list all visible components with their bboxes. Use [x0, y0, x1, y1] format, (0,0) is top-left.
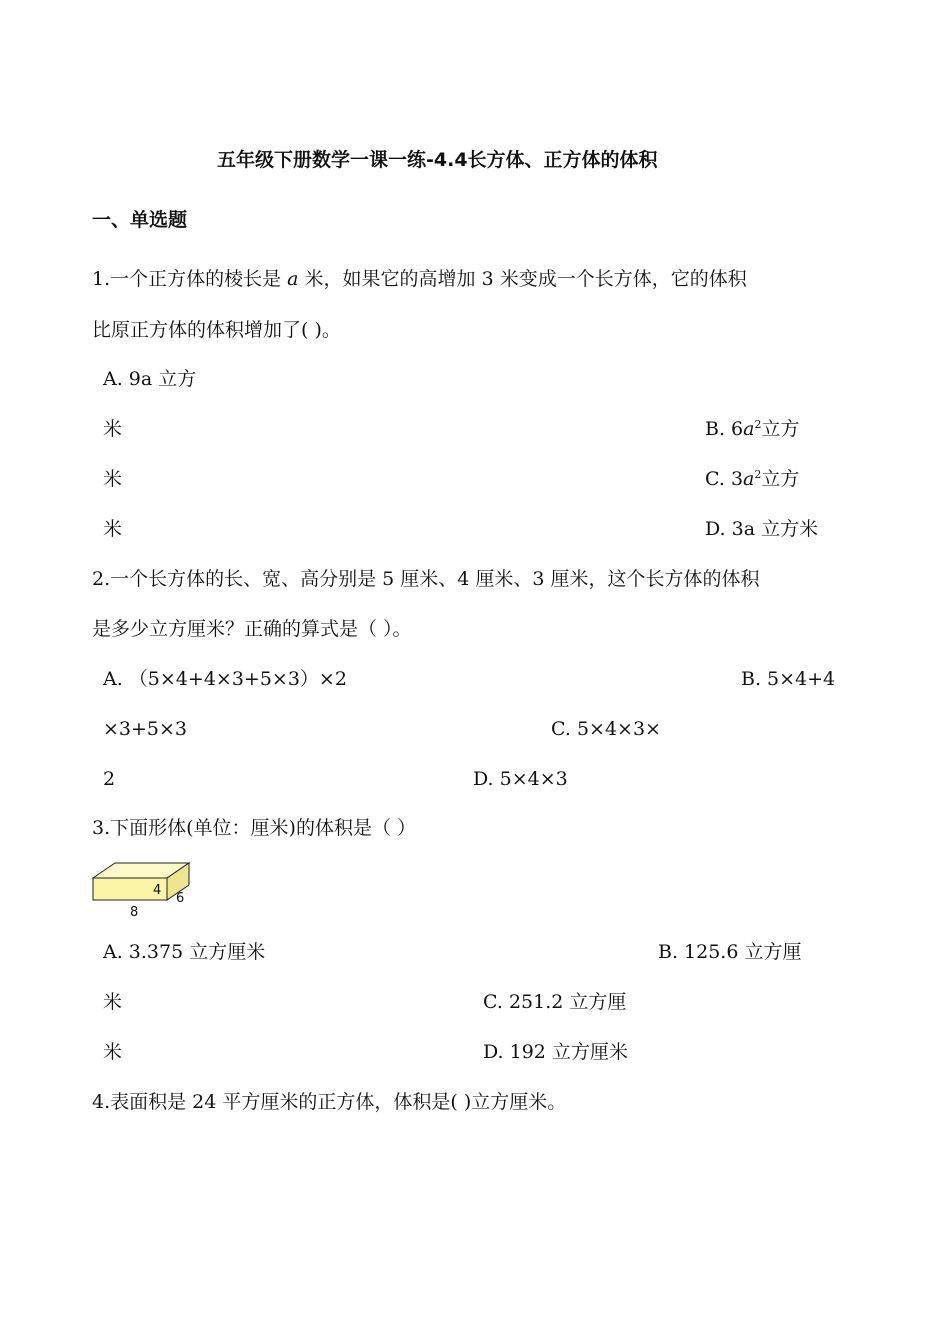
q1-option-c-wrap: 米: [103, 518, 123, 540]
page-title: 五年级下册数学一课一练-4.4长方体、正方体的体积: [217, 149, 658, 171]
q1-option-b-exp: 2: [754, 418, 762, 431]
cuboid-width-label: 6: [176, 891, 185, 906]
question-2-line-1: 2.一个长方体的长、宽、高分别是 5 厘米、4 厘米、3 厘米，这个长方体的体积: [92, 568, 760, 590]
question-3-line-1: 3.下面形体(单位：厘米)的体积是（ ）: [92, 817, 416, 839]
q3-option-c[interactable]: C. 251.2 立方厘: [483, 991, 627, 1013]
q2-option-b[interactable]: B. 5×4+4: [741, 668, 836, 690]
q1-variable-a: a: [287, 268, 299, 290]
q1-option-b-suffix: 立方: [761, 418, 800, 440]
q3-option-b[interactable]: B. 125.6 立方厘: [658, 941, 802, 963]
question-1-line-1: [92, 266, 747, 292]
cuboid-height-label: 4: [153, 883, 162, 898]
q1-text-pre: 1.一个正方体的棱长是: [92, 268, 288, 290]
q2-option-c[interactable]: C. 5×4×3×: [551, 718, 661, 740]
q2-option-c-wrap: 2: [103, 768, 116, 790]
q2-option-a[interactable]: A. （5×4+4×3+5×3）×2: [103, 668, 347, 690]
q3-option-d[interactable]: D. 192 立方厘米: [483, 1041, 628, 1063]
q1-option-a-wrap: 米: [103, 418, 123, 440]
q3-option-c-wrap: 米: [103, 1041, 123, 1063]
q1-option-c[interactable]: [705, 466, 799, 492]
q1-option-c-exp: 2: [754, 468, 762, 481]
q1-option-c-suffix: 立方: [761, 468, 800, 490]
q2-option-b-wrap: ×3+5×3: [103, 718, 188, 740]
q1-option-b[interactable]: [705, 416, 799, 442]
q1-text-post: 米，如果它的高增加 3 米变成一个长方体，它的体积: [298, 268, 747, 290]
question-2-line-2: 是多少立方厘米？正确的算式是（ ）。: [92, 618, 412, 640]
q3-option-a[interactable]: A. 3.375 立方厘米: [103, 941, 266, 963]
q1-option-b-prefix: B. 6: [705, 418, 744, 440]
q3-option-b-wrap: 米: [103, 991, 123, 1013]
q1-option-c-var: a: [743, 468, 755, 490]
q1-option-a[interactable]: A. 9a 立方: [103, 368, 197, 390]
q1-option-b-var: a: [743, 418, 755, 440]
cuboid-length-label: 8: [130, 905, 139, 920]
q2-option-d[interactable]: D. 5×4×3: [473, 768, 568, 790]
section-heading: 一、单选题: [92, 209, 188, 231]
question-1-line-2: 比原正方体的体积增加了( )。: [92, 319, 341, 341]
cuboid-figure: [90, 860, 195, 920]
question-4-line-1: 4.表面积是 24 平方厘米的正方体，体积是( )立方厘米。: [92, 1091, 567, 1113]
q1-option-b-wrap: 米: [103, 468, 123, 490]
q1-option-c-prefix: C. 3: [705, 468, 744, 490]
q1-option-d[interactable]: D. 3a 立方米: [705, 518, 819, 540]
